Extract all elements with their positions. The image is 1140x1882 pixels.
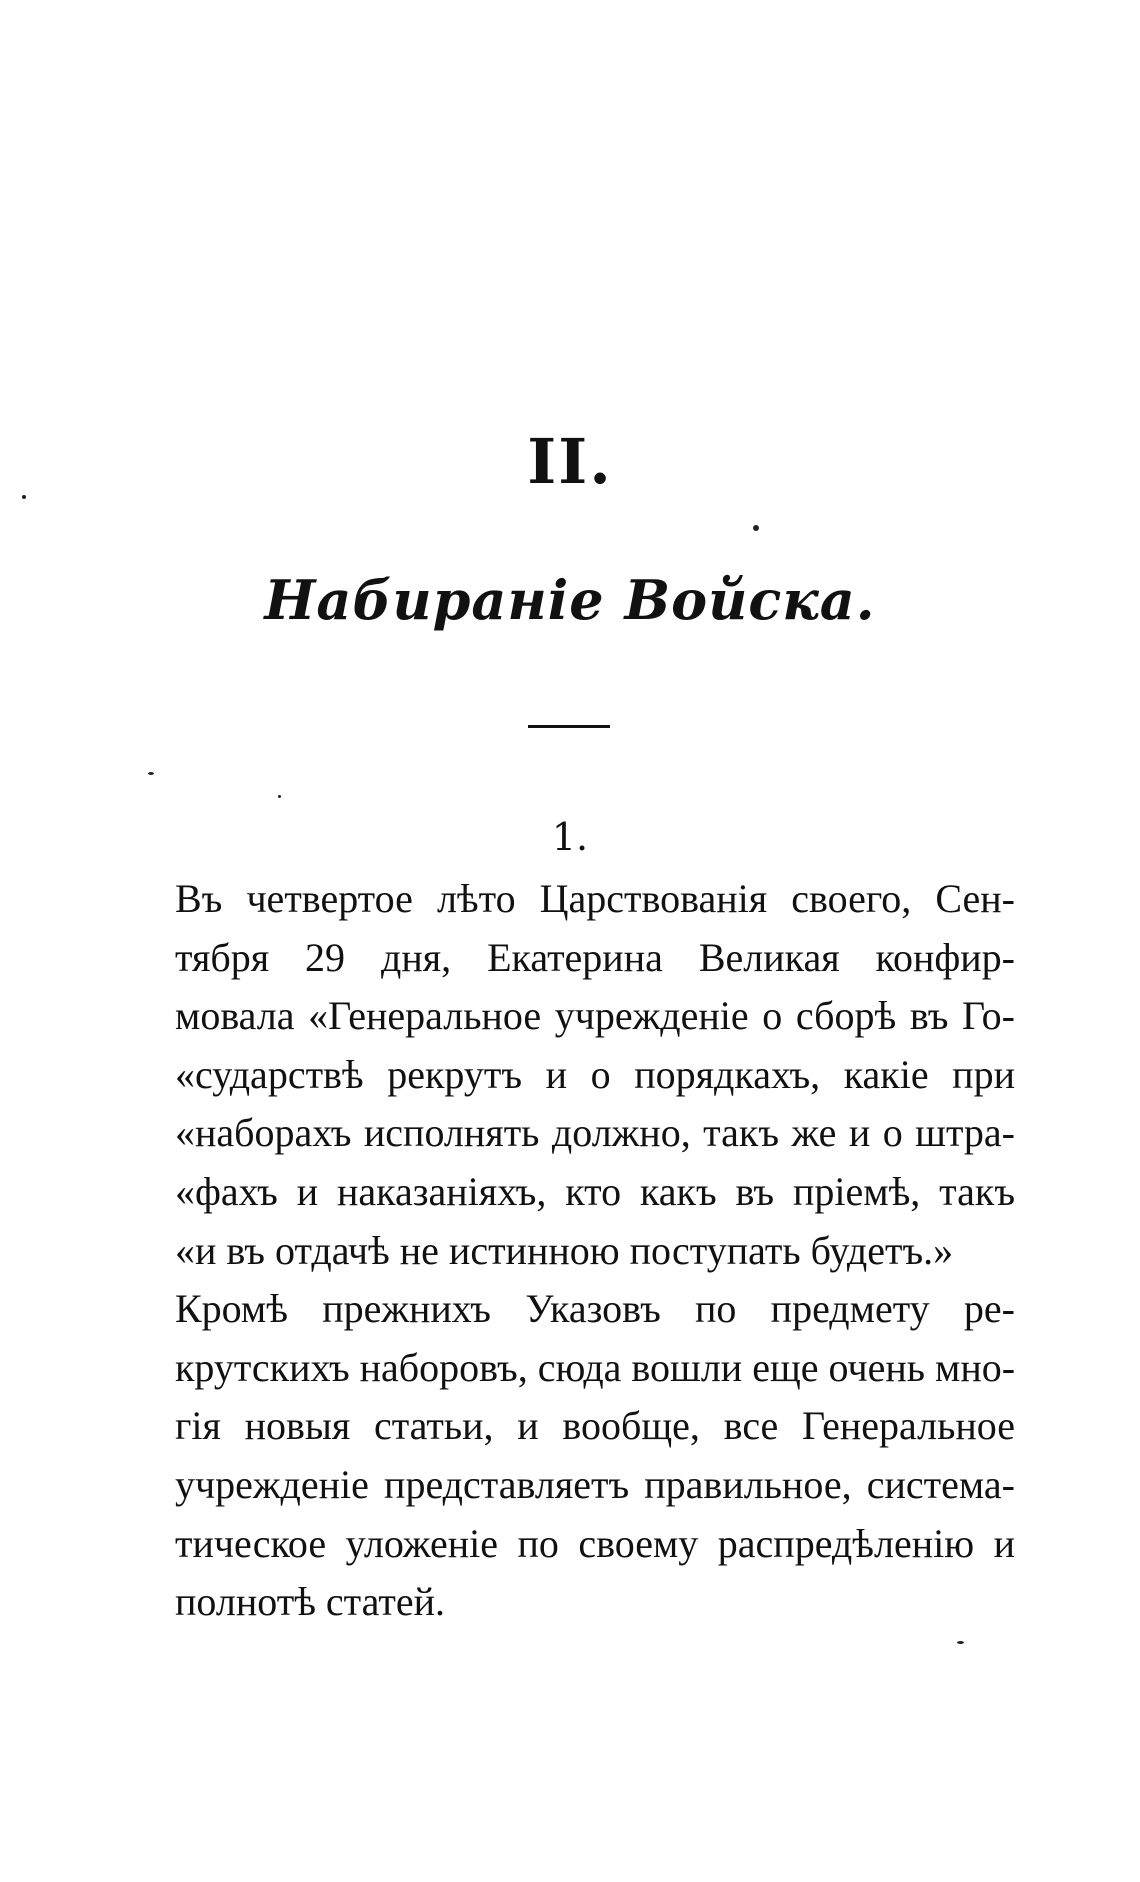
scan-speck <box>957 1641 964 1644</box>
text-line: Въ четвертое лѣто Царствованія своего, Сен- <box>175 876 1015 921</box>
chapter-number: II. <box>527 425 613 498</box>
scan-speck <box>22 495 26 499</box>
scan-speck <box>753 525 759 531</box>
text-line: полнотѣ статей. <box>175 1579 445 1625</box>
title-divider-rule <box>528 725 610 728</box>
paragraph <box>175 870 1015 1280</box>
scan-speck <box>148 772 154 775</box>
scan-speck <box>278 795 281 798</box>
text-line: «фахъ и наказаніяхъ, кто какъ въ пріемѣ, такъ <box>175 1168 1015 1214</box>
text-line: учрежденіе представляетъ правильное, система- <box>175 1461 1015 1507</box>
text-line: «сударствѣ рекрутъ и о порядкахъ, какіе при <box>175 1051 1015 1097</box>
text-line: «и въ отдачѣ не истинною поступать будетъ.» <box>175 1227 954 1273</box>
text-line: мовала «Генеральное учрежденіе о сборѣ въ Го- <box>175 993 1015 1039</box>
text-line: «наборахъ исполнять должно, такъ же и о штра- <box>175 1110 1015 1156</box>
text-line: тября 29 дня, Екатерина Великая конфир- <box>175 934 1015 980</box>
section-number: 1. <box>551 815 589 859</box>
text-line: Кромѣ прежнихъ Указовъ по предмету ре- <box>175 1286 1015 1332</box>
text-line: тическое уложеніе по своему распредѣленію и <box>175 1520 1015 1566</box>
chapter-title: Набираніе Войска. <box>264 568 876 632</box>
body-text <box>175 870 1015 1632</box>
paragraph <box>175 1280 1015 1632</box>
text-line: крутскихъ наборовъ, сюда вошли еще очень мно- <box>175 1344 1016 1390</box>
text-line: гія новыя статьи, и вообще, все Генеральное <box>175 1403 1015 1449</box>
